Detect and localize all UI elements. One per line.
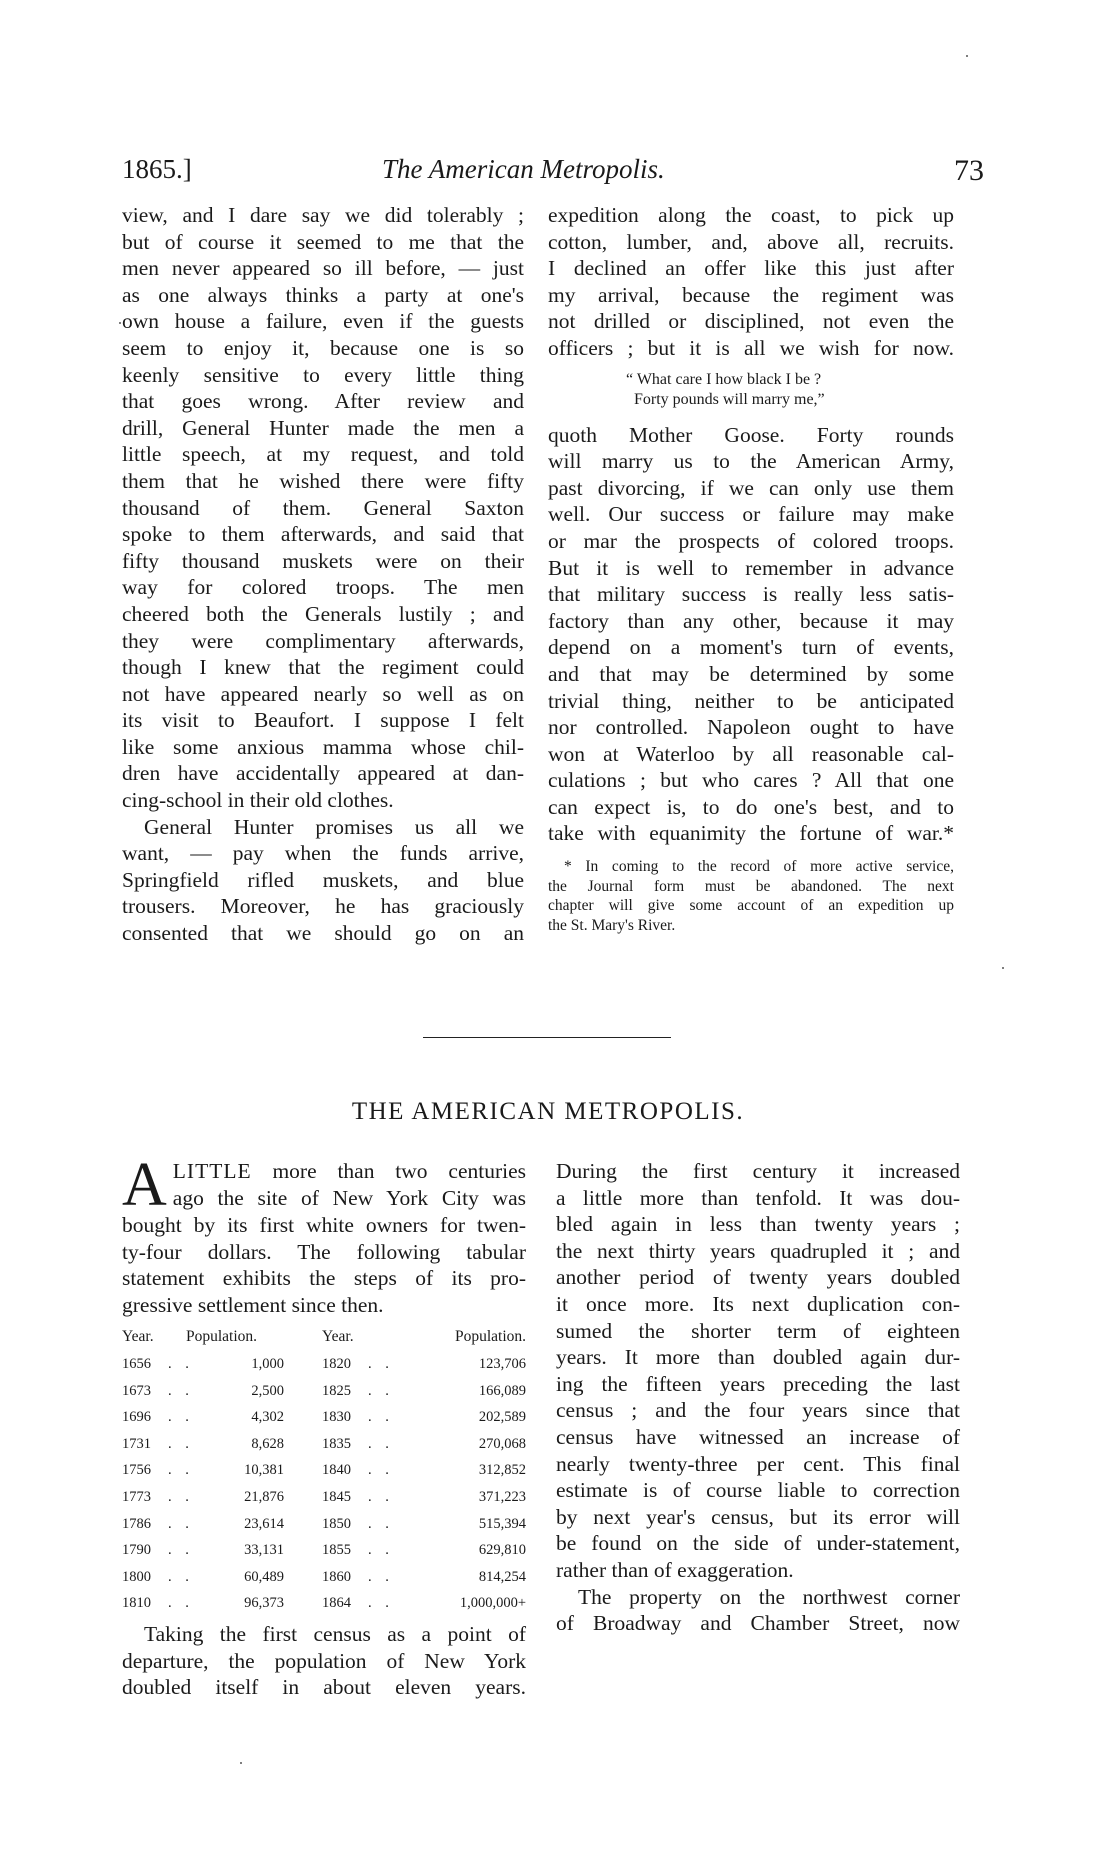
- table-row: [122, 1378, 526, 1405]
- year-cell: 1830: [322, 1409, 351, 1426]
- scan-speck: [966, 55, 968, 57]
- population-cell: 312,852: [478, 1462, 526, 1479]
- text-line: not drilled or disciplined, not even the: [548, 309, 954, 334]
- running-head-year: 1865.]: [122, 154, 192, 184]
- text-line: quoth Mother Goose. Forty rounds: [548, 422, 954, 447]
- text-line: But it is well to remember in advance: [548, 555, 954, 580]
- scan-speck: [240, 1762, 242, 1764]
- prev-paragraph-4: [548, 422, 954, 848]
- year-cell: 1810: [122, 1595, 151, 1612]
- text-line: dren have accidentally appeared at dan-: [122, 761, 524, 786]
- table-row: [122, 1484, 526, 1511]
- leader-dots: . .: [368, 1355, 394, 1372]
- text-line: be found on the side of under-statement,: [556, 1531, 960, 1556]
- population-cell: 123,706: [478, 1355, 526, 1372]
- article-right-column: [556, 1158, 960, 1637]
- population-cell: 814,254: [478, 1568, 526, 1585]
- text-line: nearly twenty-three per cent. This final: [556, 1451, 960, 1476]
- text-line: that goes wrong. After review and: [122, 389, 524, 414]
- text-line: rather than of exaggeration.: [556, 1557, 794, 1582]
- text-line: of Broadway and Chamber Street, now: [556, 1611, 960, 1636]
- scan-speck: [119, 322, 121, 324]
- prev-paragraph-1: [122, 202, 524, 814]
- population-cell: 23,614: [244, 1515, 284, 1532]
- article-paragraph-3: [556, 1584, 960, 1637]
- text-line: trousers. Moreover, he has graciously: [122, 894, 524, 919]
- running-head-title: The American Metropolis.: [382, 154, 665, 184]
- text-line: factory than any other, because it may: [548, 608, 954, 633]
- text-line: or mar the prospects of colored troops.: [548, 528, 954, 553]
- leader-dots: . .: [168, 1435, 194, 1452]
- text-line: doubled itself in about eleven years.: [122, 1675, 526, 1700]
- leader-dots: . .: [168, 1462, 194, 1479]
- text-line: bled again in less than twenty years ;: [556, 1212, 960, 1237]
- prev-article-right-column: [548, 202, 954, 935]
- text-line: I declined an offer like this just after: [548, 256, 954, 281]
- text-line: fifty thousand muskets were on their: [122, 548, 524, 573]
- year-cell: 1840: [322, 1462, 351, 1479]
- scan-speck: [1002, 967, 1004, 969]
- year-cell: 1860: [322, 1568, 351, 1585]
- text-line: the next thirty years quadrupled it ; and: [556, 1238, 960, 1263]
- text-line: departure, the population of New York: [122, 1648, 526, 1673]
- text-line: view, and I dare say we did tolerably ;: [122, 203, 524, 227]
- year-cell: 1731: [122, 1435, 151, 1452]
- year-cell: 1845: [322, 1488, 351, 1505]
- footnote: [548, 857, 954, 935]
- text-line: ing the fifteen years preceding the last: [556, 1371, 960, 1396]
- table-row: [122, 1431, 526, 1458]
- population-cell: 33,131: [244, 1542, 284, 1559]
- text-line: little speech, at my request, and told: [122, 442, 524, 467]
- article-title: THE AMERICAN METROPOLIS.: [351, 1098, 745, 1125]
- text-line: past divorcing, if we can only use them: [548, 475, 954, 500]
- leader-dots: . .: [168, 1515, 194, 1532]
- leader-dots: . .: [368, 1568, 394, 1585]
- table-row: [122, 1457, 526, 1484]
- population-cell: 515,394: [478, 1515, 526, 1532]
- article-paragraph-1: [122, 1151, 526, 1318]
- year-cell: 1756: [122, 1462, 151, 1479]
- year-cell: 1800: [122, 1568, 151, 1585]
- text-line: years. It more than doubled again dur-: [556, 1345, 960, 1370]
- article-paragraph-2-continued: [556, 1158, 960, 1584]
- table-row: [122, 1537, 526, 1564]
- running-head: [122, 150, 984, 190]
- text-line: they were complimentary afterwards,: [122, 628, 524, 653]
- text-line: Taking the first census as a point of: [144, 1621, 526, 1646]
- year-cell: 1773: [122, 1488, 151, 1505]
- population-cell: 166,089: [478, 1382, 526, 1399]
- leader-dots: . .: [168, 1542, 194, 1559]
- table-row: [122, 1590, 526, 1617]
- text-line: estimate is of course liable to correction: [556, 1478, 960, 1503]
- year-cell: 1835: [322, 1435, 351, 1452]
- leader-dots: . .: [168, 1382, 194, 1399]
- year-cell: 1786: [122, 1515, 151, 1532]
- population-cell: 96,373: [244, 1595, 284, 1612]
- text-line: spoke to them afterwards, and said that: [122, 522, 524, 547]
- text-line: though I knew that the regiment could: [122, 655, 524, 680]
- year-cell: 1696: [122, 1409, 151, 1426]
- article-paragraph-2: [122, 1621, 526, 1701]
- article-left-column: [122, 1151, 526, 1701]
- year-cell: 1656: [122, 1355, 151, 1372]
- prev-paragraph-2: [122, 814, 524, 947]
- text-line: a little more than tenfold. It was dou-: [556, 1185, 960, 1210]
- text-line: ago the site of New York City was: [172, 1185, 526, 1210]
- prev-article-left-column: [122, 202, 524, 947]
- year-cell: 1855: [322, 1542, 351, 1559]
- text-line: nor controlled. Napoleon ought to have: [548, 715, 954, 740]
- text-line: by next year's census, but its error will: [556, 1504, 960, 1529]
- text-line: more than two centuries: [251, 1159, 526, 1183]
- text-line: General Hunter promises us all we: [144, 814, 524, 839]
- text-line: officers ; but it is all we wish for now.: [548, 335, 954, 360]
- leader-dots: . .: [168, 1355, 194, 1372]
- text-line: as one always thinks a party at one's: [122, 282, 524, 307]
- section-divider-rule: [423, 1037, 671, 1038]
- text-line: expedition along the coast, to pick up: [548, 203, 954, 227]
- year-cell: 1790: [122, 1542, 151, 1559]
- footnote-line: the Journal form must be abandoned. The next: [548, 877, 954, 895]
- text-line: but of course it seemed to me that the: [122, 229, 524, 254]
- year-cell: 1850: [322, 1515, 351, 1532]
- text-line: way for colored troops. The men: [122, 575, 524, 600]
- verse-quotation: [548, 370, 954, 410]
- column-header-population: Population.: [186, 1328, 258, 1346]
- text-line: my arrival, because the regiment was: [548, 282, 954, 307]
- text-line: statement exhibits the steps of its pro-: [122, 1266, 526, 1291]
- text-line: it once more. Its next duplication con-: [556, 1291, 960, 1316]
- text-line: consented that we should go on an: [122, 921, 524, 946]
- leader-dots: . .: [168, 1595, 194, 1612]
- text-line: depend on a moment's turn of events,: [548, 635, 954, 660]
- drop-cap: A: [122, 1151, 167, 1219]
- population-cell: 371,223: [478, 1488, 526, 1505]
- footnote-line: * In coming to the record of more active service,: [564, 858, 954, 876]
- verse-line: Forty pounds will marry me,”: [634, 390, 825, 408]
- text-line: trivial thing, neither to be anticipated: [548, 688, 954, 713]
- opening-smallcaps: LITTLE: [172, 1159, 252, 1183]
- year-cell: 1864: [322, 1595, 351, 1612]
- text-line: take with equanimity the fortune of war.*: [548, 821, 954, 846]
- table-row: [122, 1351, 526, 1378]
- year-cell: 1820: [322, 1355, 351, 1372]
- text-line: bought by its first white owners for twen-: [122, 1213, 526, 1237]
- table-row: [122, 1404, 526, 1431]
- page-number: 73: [954, 154, 984, 187]
- text-line: seem to enjoy it, because one is so: [122, 335, 524, 360]
- prev-paragraph-3: [548, 202, 954, 362]
- population-cell: 4,302: [251, 1409, 284, 1426]
- population-cell: 60,489: [244, 1568, 284, 1585]
- leader-dots: . .: [368, 1462, 394, 1479]
- text-line: that military success is really less satis-: [548, 582, 954, 607]
- text-line: like some anxious mamma whose chil-: [122, 734, 524, 759]
- leader-dots: . .: [368, 1435, 394, 1452]
- text-line: drill, General Hunter made the men a: [122, 415, 524, 440]
- verse-line: “ What care I how black I be ?: [626, 370, 822, 388]
- leader-dots: . .: [368, 1488, 394, 1505]
- text-line: own house a failure, even if the guests: [122, 309, 524, 334]
- text-line: Springfield rifled muskets, and blue: [122, 867, 524, 892]
- leader-dots: . .: [368, 1542, 394, 1559]
- text-line: During the first century it increased: [556, 1159, 960, 1183]
- leader-dots: . .: [368, 1382, 394, 1399]
- table-row: [122, 1511, 526, 1538]
- table-header-row: [122, 1324, 526, 1351]
- year-cell: 1825: [322, 1382, 351, 1399]
- population-cell: 1,000: [251, 1355, 284, 1372]
- leader-dots: . .: [368, 1515, 394, 1532]
- column-header-year: Year.: [122, 1328, 154, 1346]
- text-line: gressive settlement since then.: [122, 1292, 384, 1317]
- text-line: well. Our success or failure may make: [548, 502, 954, 527]
- column-header-year: Year.: [322, 1328, 354, 1346]
- text-line: sumed the shorter term of eighteen: [556, 1318, 960, 1343]
- text-line: can expect is, to do one's best, and to: [548, 794, 954, 819]
- year-cell: 1673: [122, 1382, 151, 1399]
- text-line: won at Waterloo by all reasonable cal-: [548, 741, 954, 766]
- text-line: cing-school in their old clothes.: [122, 788, 394, 813]
- population-cell: 202,589: [478, 1409, 526, 1426]
- leader-dots: . .: [168, 1568, 194, 1585]
- population-cell: 629,810: [478, 1542, 526, 1559]
- leader-dots: . .: [168, 1409, 194, 1426]
- population-cell: 21,876: [244, 1488, 284, 1505]
- footnote-line: the St. Mary's River.: [548, 916, 676, 934]
- text-line: The property on the northwest corner: [578, 1584, 960, 1609]
- text-line: culations ; but who cares ? All that one: [548, 768, 954, 793]
- population-cell: 270,068: [478, 1435, 526, 1452]
- text-line: men never appeared so ill before, — just: [122, 256, 524, 281]
- population-table: [122, 1324, 526, 1617]
- table-row: [122, 1564, 526, 1591]
- leader-dots: . .: [368, 1595, 394, 1612]
- text-line: cotton, lumber, and, above all, recruits.: [548, 229, 954, 254]
- text-line: will marry us to the American Army,: [548, 449, 954, 474]
- leader-dots: . .: [168, 1488, 194, 1505]
- text-line: thousand of them. General Saxton: [122, 495, 524, 520]
- population-cell: 8,628: [251, 1435, 284, 1452]
- text-line: its visit to Beaufort. I suppose I felt: [122, 708, 524, 733]
- text-line: want, — pay when the funds arrive,: [122, 841, 524, 866]
- text-line: another period of twenty years doubled: [556, 1265, 960, 1290]
- population-cell: 10,381: [244, 1462, 284, 1479]
- text-line: not have appeared nearly so well as on: [122, 681, 524, 706]
- text-line: cheered both the Generals lustily ; and: [122, 601, 524, 626]
- footnote-line: chapter will give some account of an expedition up: [548, 897, 954, 915]
- population-cell: 1,000,000+: [459, 1595, 526, 1612]
- text-line: ty-four dollars. The following tabular: [122, 1239, 526, 1264]
- column-header-population: Population.: [454, 1328, 526, 1346]
- text-line: census have witnessed an increase of: [556, 1424, 960, 1449]
- text-line: them that he wished there were fifty: [122, 468, 524, 493]
- text-line: keenly sensitive to every little thing: [122, 362, 524, 387]
- text-line: and that may be determined by some: [548, 661, 954, 686]
- text-line: census ; and the four years since that: [556, 1398, 960, 1423]
- leader-dots: . .: [368, 1409, 394, 1426]
- population-cell: 2,500: [251, 1382, 284, 1399]
